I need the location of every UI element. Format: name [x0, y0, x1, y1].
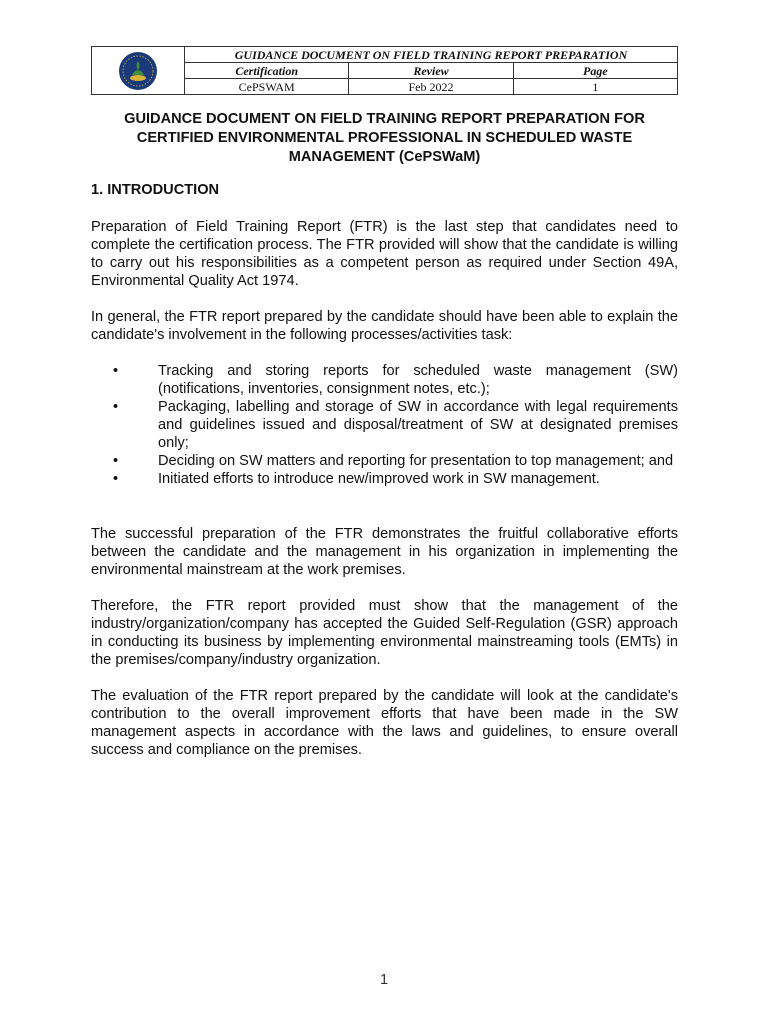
bullet-icon: • — [113, 453, 119, 469]
activity-list — [91, 362, 678, 488]
paragraph-4: Therefore, the FTR report provided must show that the management of the industry/organization/company has accepted the Guided Self-Regulation (GSR) approach in conducting its business by implementing environmental mainstreaming tools (EMTs) in the premises/company/industry organization. — [91, 598, 678, 668]
header-value-page: 1 — [513, 79, 677, 95]
page-number: 1 — [379, 972, 389, 988]
list-item-text: Deciding on SW matters and reporting for presentation to top management; and — [158, 453, 674, 469]
paragraph-1: Preparation of Field Training Report (FTR) is the last step that candidates need to complete the certification process. The FTR provided will show that the candidate is willing to carry out his responsibilities as a competent person as required under Section 49A, Environmental Quality Act 1974. — [91, 219, 678, 289]
bullet-icon: • — [113, 399, 119, 415]
section-heading: 1. INTRODUCTION — [91, 182, 220, 198]
bullet-icon: • — [113, 363, 119, 379]
bullet-icon: • — [113, 471, 119, 487]
list-item — [91, 398, 678, 452]
logo-cell — [92, 47, 185, 95]
list-item — [91, 470, 678, 488]
header-label-page: Page — [513, 63, 677, 79]
header-label-certification: Certification — [185, 63, 349, 79]
header-value-certification: CePSWAM — [185, 79, 349, 95]
paragraph-2: In general, the FTR report prepared by the candidate should have been able to explain the candidate's involvement in the following processes/activities task: — [91, 309, 678, 343]
paragraph-3: The successful preparation of the FTR demonstrates the fruitful collaborative efforts between the candidate and the management in his organization in implementing the environmental mainstream at the work premises. — [91, 526, 678, 578]
organization-logo-icon — [118, 51, 158, 91]
list-item-text: Tracking and storing reports for scheduled waste management (SW) (notifications, inventories, consignment notes, etc.); — [158, 363, 678, 397]
list-item-text: Packaging, labelling and storage of SW in accordance with legal requirements and guidelines issued and disposal/treatment of SW at designated premises only; — [158, 399, 678, 451]
document-header-table — [91, 46, 678, 95]
list-item-text: Initiated efforts to introduce new/improved work in SW management. — [158, 471, 600, 487]
header-value-review: Feb 2022 — [349, 79, 513, 95]
list-item — [91, 362, 678, 398]
header-title: GUIDANCE DOCUMENT ON FIELD TRAINING REPORT PREPARATION — [185, 47, 678, 63]
paragraph-5: The evaluation of the FTR report prepared by the candidate will look at the candidate's contribution to the overall improvement efforts that have been made in the SW management aspects in accordance with the laws and guidelines, to ensure overall success and compliance on the premises. — [91, 688, 678, 758]
document-title: GUIDANCE DOCUMENT ON FIELD TRAINING REPORT PREPARATION FOR CERTIFIED ENVIRONMENTAL PROFESSIONAL IN SCHEDULED WASTE MANAGEMENT (CePSWaM) — [124, 111, 645, 165]
list-item — [91, 452, 678, 470]
header-label-review: Review — [349, 63, 513, 79]
